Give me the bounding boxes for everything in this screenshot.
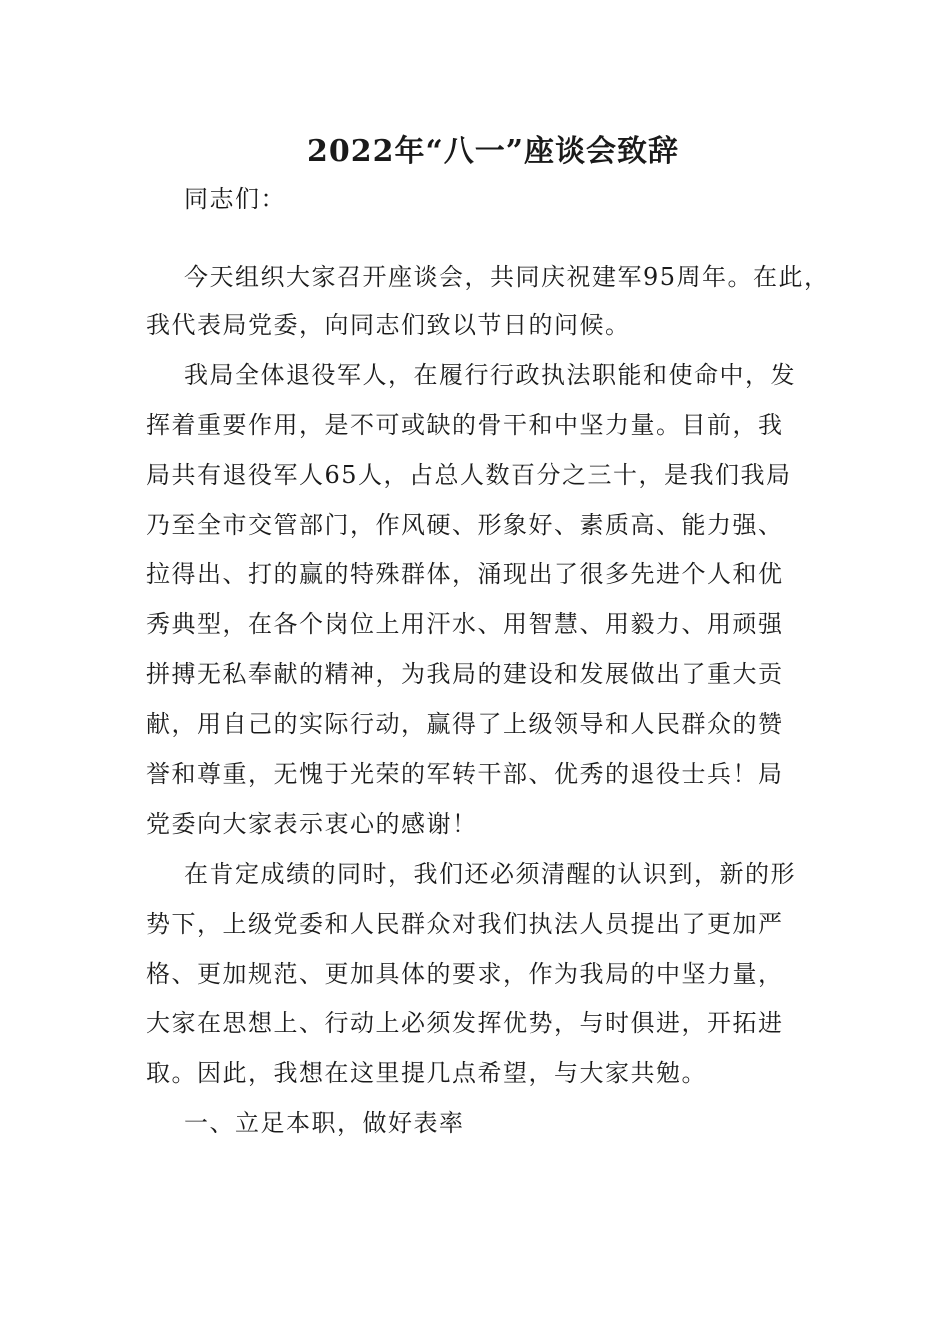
paragraph-line: 秀典型，在各个岗位上用汗水、用智慧、用毅力、用顽强 <box>146 610 784 638</box>
paragraph-line: 今天组织大家召开座谈会，共同庆祝建军95周年。在此， <box>184 263 830 291</box>
paragraph-line: 乃至全市交管部门，作风硬、形象好、素质高、能力强、 <box>146 511 784 539</box>
paragraph-line: 局共有退役军人65人，占总人数百分之三十，是我们我局 <box>146 461 792 489</box>
paragraph-line: 挥着重要作用，是不可或缺的骨干和中坚力量。目前，我 <box>146 411 784 439</box>
paragraph-line: 拼搏无私奉献的精神，为我局的建设和发展做出了重大贡 <box>146 660 784 688</box>
paragraph-line: 党委向大家表示衷心的感谢！ <box>146 810 478 838</box>
document-title: 2022年“八一”座谈会致辞 <box>306 134 679 169</box>
paragraph-line: 拉得出、打的赢的特殊群体，涌现出了很多先进个人和优 <box>146 560 784 588</box>
paragraph-line: 我局全体退役军人，在履行行政执法职能和使命中，发 <box>184 361 796 389</box>
paragraph-line: 献，用自己的实际行动，赢得了上级领导和人民群众的赞 <box>146 710 784 738</box>
paragraph-line: 在肯定成绩的同时，我们还必须清醒的认识到，新的形 <box>184 860 796 888</box>
paragraph-line: 势下，上级党委和人民群众对我们执法人员提出了更加严 <box>146 910 784 938</box>
greeting: 同志们： <box>184 185 286 213</box>
paragraph-line: 我代表局党委，向同志们致以节日的问候。 <box>146 311 631 339</box>
paragraph-line: 大家在思想上、行动上必须发挥优势，与时俱进，开拓进 <box>146 1009 784 1037</box>
paragraph-line: 誉和尊重，无愧于光荣的军转干部、优秀的退役士兵！局 <box>146 760 784 788</box>
paragraph-line: 格、更加规范、更加具体的要求，作为我局的中坚力量， <box>146 960 784 988</box>
section-heading: 一、立足本职，做好表率 <box>184 1109 465 1137</box>
paragraph-line: 取。因此，我想在这里提几点希望，与大家共勉。 <box>146 1059 707 1087</box>
